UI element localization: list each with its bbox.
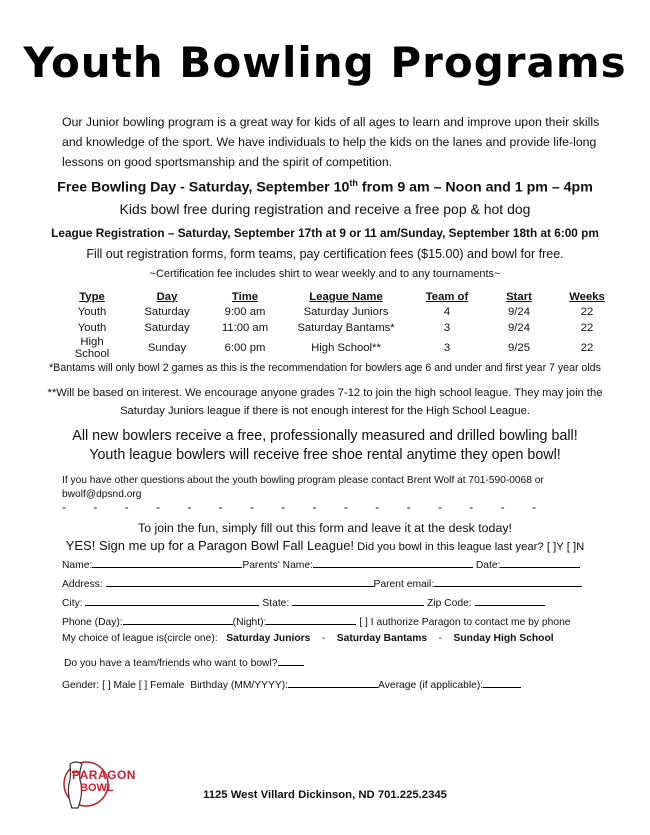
cell-weeks: 22 bbox=[580, 322, 594, 334]
intro-paragraph: Our Junior bowling program is a great way for kids of all ages to learn and improve upon their skills and knowledge of the sport. We have individuals to help the kids on the lanes and provide life-long lessons on good sportsmanship and the spirit of competition. bbox=[62, 115, 600, 169]
form-row-team bbox=[64, 654, 304, 669]
certification-note: ~Certification fee includes shirt to wear weekly and to any tournaments~ bbox=[149, 268, 501, 280]
cell-start: 9/24 bbox=[508, 306, 530, 318]
logo-text-paragon: PARAGON bbox=[72, 768, 136, 782]
table-row bbox=[63, 336, 615, 360]
free-day-sup: th bbox=[349, 178, 358, 188]
cell-league-name: High School** bbox=[311, 342, 381, 354]
form-row-league-choice bbox=[62, 633, 554, 644]
signup-title: YES! Sign me up for a Paragon Bowl Fall League! bbox=[65, 538, 355, 553]
free-shoe-line: Youth league bowlers will receive free shoe rental anytime they open bowl! bbox=[89, 447, 561, 463]
cell-day: Sunday bbox=[147, 342, 187, 354]
header-start: Start bbox=[506, 290, 532, 303]
cell-time: 11:00 am bbox=[221, 322, 269, 334]
cell-type: High School bbox=[74, 336, 110, 360]
phone-night-field[interactable] bbox=[266, 613, 356, 625]
bantams-note: *Bantams will only bowl 2 games as this is the recommendation for bowlers age 6 and under and first year 7 year olds bbox=[49, 362, 601, 374]
form-row-name bbox=[62, 556, 580, 571]
cell-team-of: 4 bbox=[443, 306, 451, 318]
cell-day: Saturday bbox=[144, 306, 190, 318]
form-row-gender bbox=[62, 676, 521, 691]
header-type: Type bbox=[79, 290, 105, 303]
parent-email-field[interactable] bbox=[434, 575, 582, 587]
cell-team-of: 3 bbox=[443, 342, 451, 354]
league-choice-label: My choice of league is(circle one): bbox=[62, 633, 218, 644]
fill-out-line: Fill out registration forms, form teams, pay certification fees ($15.00) and bowl for free. bbox=[86, 247, 564, 261]
free-day-text: Free Bowling Day - Saturday, September 10 bbox=[57, 179, 350, 196]
separator: - bbox=[438, 633, 443, 644]
league-schedule-table bbox=[63, 289, 615, 360]
signup-line bbox=[0, 538, 650, 553]
table-row bbox=[63, 304, 615, 320]
address-field[interactable] bbox=[106, 575, 374, 587]
gender-checkboxes[interactable]: Gender: [ ] Male [ ] Female bbox=[62, 680, 185, 691]
kids-free-line: Kids bowl free during registration and receive a free pop & hot dog bbox=[119, 201, 531, 217]
cell-start: 9/24 bbox=[508, 322, 530, 334]
date-label: Date: bbox=[475, 560, 501, 571]
free-bowling-day bbox=[0, 178, 650, 196]
average-label: Average (if applicable): bbox=[378, 680, 484, 691]
state-label: State: bbox=[262, 598, 290, 609]
name-label: Name: bbox=[62, 560, 93, 571]
team-field[interactable] bbox=[278, 654, 304, 666]
cell-team-of: 3 bbox=[443, 322, 451, 334]
team-question-label: Do you have a team/friends who want to bowl? bbox=[64, 658, 278, 669]
parent-email-label: Parent email: bbox=[373, 579, 435, 590]
join-line: To join the fun, simply fill out this form and leave it at the desk today! bbox=[138, 521, 512, 535]
page-title: Youth Bowling Programs bbox=[23, 38, 627, 87]
contact-info: If you have other questions about the youth bowling program please contact Brent Wolf at 701-590-0068 or bwolf@dpsnd.org bbox=[62, 475, 544, 500]
form-row-phone bbox=[62, 613, 571, 628]
free-ball-line: All new bowlers receive a free, professionally measured and drilled bowling ball! bbox=[72, 428, 578, 444]
high-school-note: **Will be based on interest. We encourage anyone grades 7-12 to join the high school league. They may join the Saturday Juniors league if there is not enough interest for the High School League. bbox=[47, 387, 603, 417]
form-row-address bbox=[62, 575, 582, 590]
header-league-name: League Name bbox=[309, 290, 383, 303]
parents-name-field[interactable] bbox=[313, 556, 473, 568]
zip-field[interactable] bbox=[475, 594, 545, 606]
cell-league-name: Saturday Juniors bbox=[303, 306, 389, 318]
option-saturday-juniors[interactable]: Saturday Juniors bbox=[226, 633, 311, 644]
free-day-hours: from 9 am – Noon and 1 pm – 4pm bbox=[357, 179, 593, 196]
name-field[interactable] bbox=[92, 556, 242, 568]
state-field[interactable] bbox=[292, 594, 424, 606]
header-weeks: Weeks bbox=[569, 290, 605, 303]
cell-start: 9/25 bbox=[508, 342, 530, 354]
city-label: City: bbox=[62, 598, 83, 609]
separator: - bbox=[321, 633, 326, 644]
table-header-row bbox=[63, 289, 615, 304]
average-field[interactable] bbox=[483, 676, 521, 688]
cell-day: Saturday bbox=[144, 322, 190, 334]
cut-line: - - - - - - - - - - - - - - - - bbox=[62, 500, 536, 514]
header-time: Time bbox=[231, 290, 259, 303]
logo-text-bowl: BOWL bbox=[80, 782, 114, 794]
header-day: Day bbox=[156, 290, 178, 303]
city-field[interactable] bbox=[85, 594, 259, 606]
league-registration: League Registration – Saturday, September 17th at 9 or 11 am/Sunday, September 18th at 6:00 pm bbox=[51, 226, 599, 240]
date-field[interactable] bbox=[500, 556, 580, 568]
address-label: Address: bbox=[62, 579, 103, 590]
last-year-question: Did you bowl in this league last year? [ ]Y [ ]N bbox=[354, 541, 585, 553]
option-sunday-high-school[interactable]: Sunday High School bbox=[453, 633, 554, 644]
cell-time: 9:00 am bbox=[224, 306, 266, 318]
table-row bbox=[63, 320, 615, 336]
option-saturday-bantams[interactable]: Saturday Bantams bbox=[336, 633, 428, 644]
paragon-bowl-logo bbox=[60, 754, 136, 822]
authorize-checkbox-label[interactable]: [ ] I authorize Paragon to contact me by phone bbox=[359, 617, 571, 628]
footer-address: 1125 West Villard Dickinson, ND 701.225.2345 bbox=[203, 789, 447, 801]
cell-weeks: 22 bbox=[580, 342, 594, 354]
header-team-of: Team of bbox=[425, 290, 469, 303]
cell-weeks: 22 bbox=[580, 306, 594, 318]
phone-day-label: Phone (Day): bbox=[62, 617, 123, 628]
cell-type: Youth bbox=[77, 322, 107, 334]
cell-type: Youth bbox=[77, 306, 107, 318]
phone-day-field[interactable] bbox=[123, 613, 233, 625]
cell-league-name: Saturday Bantams* bbox=[297, 322, 395, 334]
cell-time: 6:00 pm bbox=[224, 342, 266, 354]
birthday-field[interactable] bbox=[288, 676, 378, 688]
birthday-label: Birthday (MM/YYYY): bbox=[190, 680, 289, 691]
phone-night-label: (Night): bbox=[232, 617, 267, 628]
parents-name-label: Parents' Name: bbox=[242, 560, 313, 571]
form-row-city bbox=[62, 594, 545, 609]
zip-label: Zip Code: bbox=[427, 598, 472, 609]
